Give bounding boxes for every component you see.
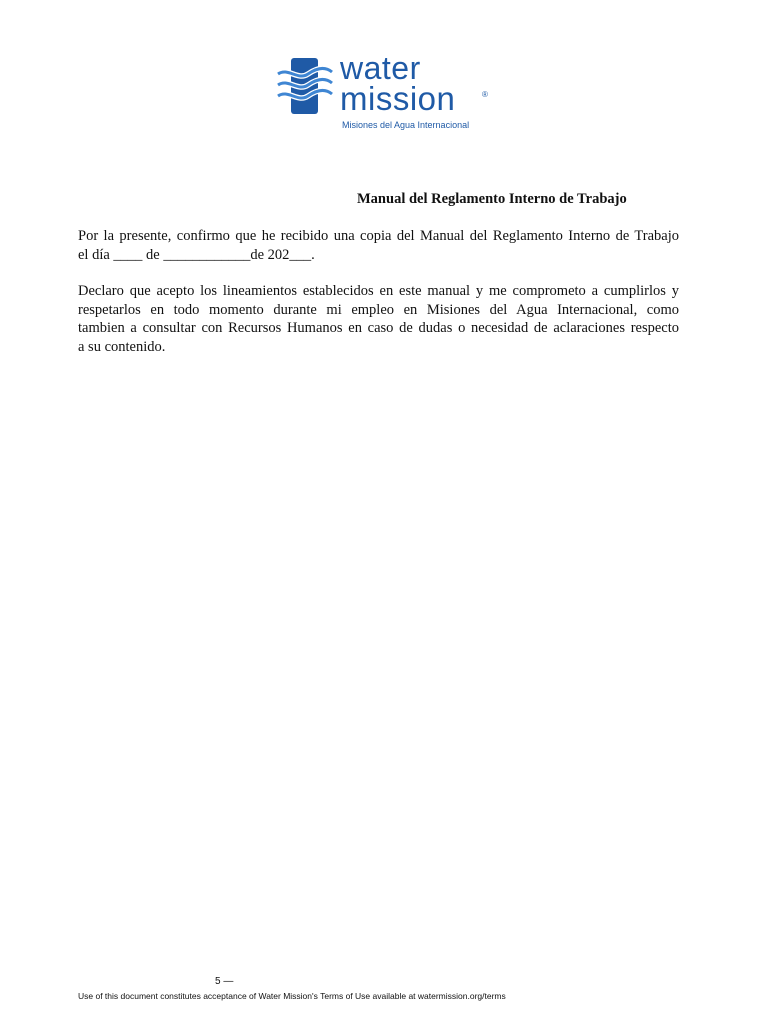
brand-word-water: water [340,50,421,86]
page-number: 5 — [215,976,234,987]
declaration-paragraph [78,282,679,356]
paragraph-line: el día ____ de ____________de 202___. [78,246,315,263]
water-waves-logo-icon [276,58,334,114]
paragraph-line: respetarlos en todo momento durante mi empleo en Misiones del Agua Internacional, como [78,301,679,318]
footer-terms-note: Use of this document constitutes acceptance of Water Mission's Terms of Use available at watermission.org/terms [78,991,506,1001]
brand-word-mission: mission [340,80,456,117]
brand-tagline: Misiones del Agua Internacional [342,120,470,130]
paragraph-line: tambien a consultar con Recursos Humanos en caso de dudas o necesidad de aclaraciones respecto [78,320,679,336]
paragraph-line: Declaro que acepto los lineamientos establecidos en este manual y me comprometo a cumplirlos y [78,283,679,299]
paragraph-line: Por la presente, confirmo que he recibido una copia del Manual del Reglamento Interno de Trabajo [78,228,679,244]
receipt-paragraph [78,227,679,264]
paragraph-line: a su contenido. [78,338,166,355]
document-title: Manual del Reglamento Interno de Trabajo [357,191,627,207]
registered-mark: ® [482,90,488,99]
brand-logo [276,52,496,134]
